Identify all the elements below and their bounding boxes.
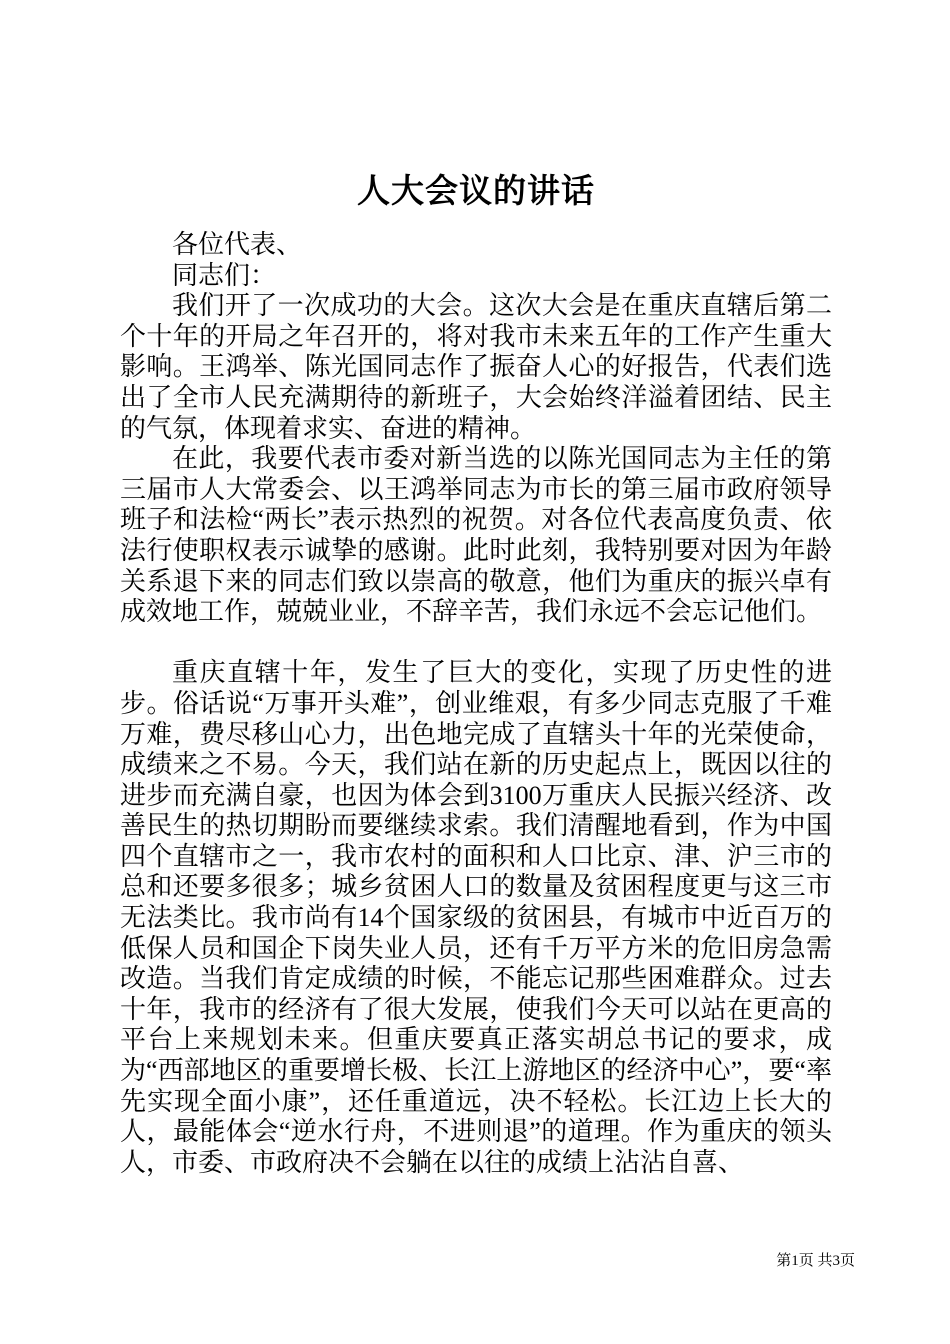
page-number-label: 第1页 共3页 [776,1253,855,1269]
salutation-line-comrades: 同志们： [172,260,277,290]
document-title: 人大会议的讲话 [357,174,595,210]
salutation-line-delegates: 各位代表、 [172,230,303,259]
paragraph-2: 在此，我要代表市委对新当选的以陈光国同志为主任的第三届市人大常委会、以王鸿举同志为市长的第三届市政府领导班子和法检“两长”表示热烈的祝贺。对各位代表高度负责、依法行使职权表示诚挚的感谢。此时此刻，我特别要对因为年龄关系退下来的同志们致以崇高的敬意，他们为重庆的振兴卓有成效地工作，兢兢业业，不辞辛苦，我们永远不会忘记他们。 [120,444,832,627]
page-footer [776,1252,855,1270]
document-body [120,172,832,1178]
paragraph-3: 重庆直辖十年，发生了巨大的变化，实现了历史性的进步。俗话说“万事开头难”，创业维艰，有多少同志克服了千难万难，费尽移山心力，出色地完成了直辖头十年的光荣使命，成绩来之不易。今天，我们站在新的历史起点上，既因以往的进步而充满自豪，也因为体会到3100万重庆人民振兴经济、改善民生的热切期盼而要继续求索。我们清醒地看到，作为中国四个直辖市之一，我市农村的面积和人口比京、津、沪三市的总和还要多很多；城乡贫困人口的数量及贫困程度更与这三市无法类比。我市尚有14个国家级的贫困县，有城市中近百万的低保人员和国企下岗失业人员，还有千万平方米的危旧房急需改造。当我们肯定成绩的时候，不能忘记那些困难群众。过去十年，我市的经济有了很大发展，使我们今天可以站在更高的平台上来规划未来。但重庆要真正落实胡总书记的要求，成为“西部地区的重要增长极、长江上游地区的经济中心”，要“率先实现全面小康”，还任重道远，决不轻松。长江边上长大的人，最能体会“逆水行舟，不进则退”的道理。作为重庆的领头人，市委、市政府决不会躺在以往的成绩上沾沾自喜、 [120,658,832,1177]
paragraph-1: 我们开了一次成功的大会。这次大会是在重庆直辖后第二个十年的开局之年召开的，将对我市未来五年的工作产生重大影响。王鸿举、陈光国同志作了振奋人心的好报告，代表们选出了全市人民充满期待的新班子，大会始终洋溢着团结、民主的气氛，体现着求实、奋进的精神。 [120,291,832,443]
blank-line [120,628,832,659]
